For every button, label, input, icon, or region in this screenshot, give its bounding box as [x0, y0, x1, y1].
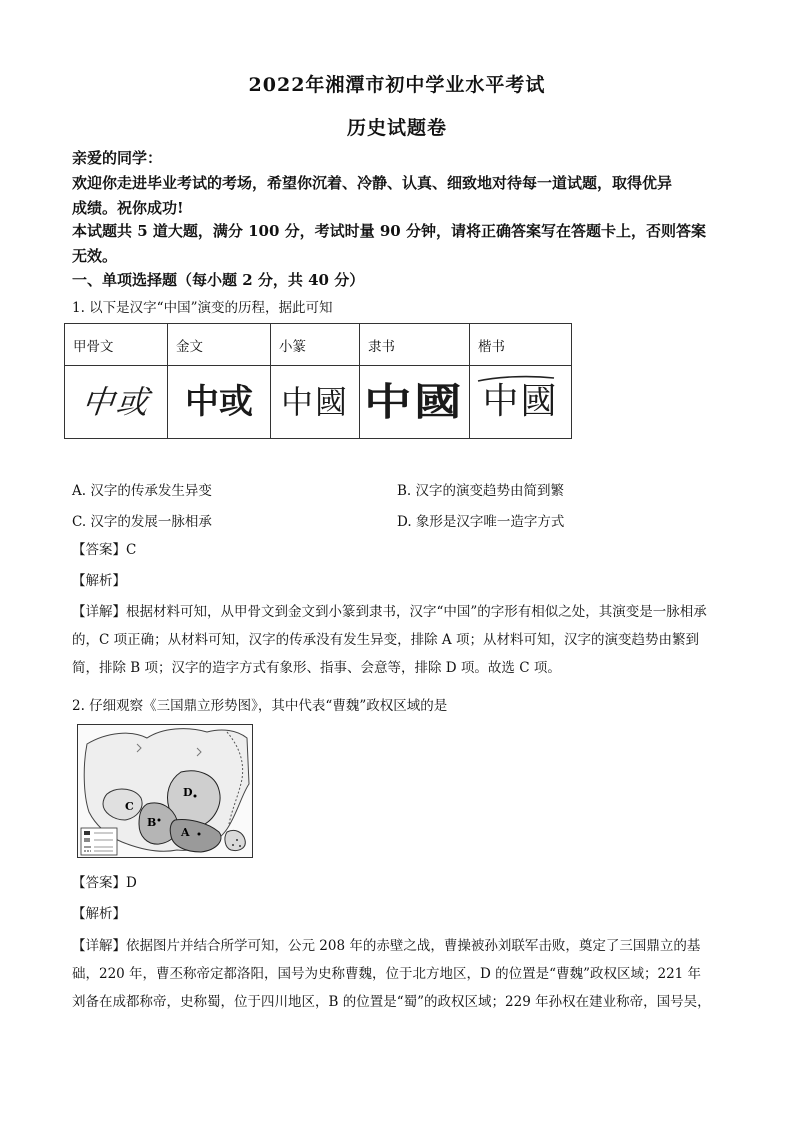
q1-analysis-label: 【解析】 [72, 573, 126, 589]
answer-value: C [126, 542, 137, 558]
detail-text: 根据材料可知，从甲骨文到金文到小篆到隶书，汉字“中国”的字形有相似之处，其演变是一脉相承 [126, 604, 707, 620]
table-header-cell: 甲骨文 [65, 324, 168, 366]
map-label-a: A [181, 826, 190, 839]
map-label-c: C [125, 800, 134, 813]
detail-line [72, 932, 726, 960]
detail-line: 的，C 项正确；从材料可知，汉字的传承没有发生异变，排除 A 项；从材料可知，汉字的演变趋势由繁到 [72, 632, 699, 648]
detail-label: 【详解】 [72, 938, 126, 954]
map-image [77, 724, 253, 858]
q2-analysis-label: 【解析】 [72, 906, 126, 922]
exam-title: 2022年湘潭市初中学业水平考试 [248, 74, 546, 96]
detail-line [72, 598, 726, 626]
glyph-cell [271, 366, 360, 439]
table-header-cell: 金文 [168, 324, 271, 366]
table-header-cell: 隶书 [360, 324, 470, 366]
table-glyph-row [65, 366, 572, 439]
map-label-b: B [147, 816, 157, 829]
answer-label: 【答案】 [72, 542, 126, 558]
glyph-cell [360, 366, 470, 439]
glyph-cell [65, 366, 168, 439]
detail-line: 刘备在成都称帝，史称蜀，位于四川地区，B 的位置是“蜀”的政权区域；229 年孙权在建业称帝，国号吴， [72, 994, 711, 1010]
welcome-line-2: 成绩。祝你成功! [72, 199, 184, 217]
q1-option-d[interactable]: D. 象形是汉字唯一造字方式 [397, 514, 565, 530]
q1-option-c[interactable]: C. 汉字的发展一脉相承 [72, 514, 212, 530]
brush-stroke-mark [476, 372, 556, 386]
rules-line-1: 本试题共 5 道大题，满分 100 分，考试时量 90 分钟，请将正确答案写在答题卡上，否则答案 [72, 222, 706, 240]
script-evolution-table [64, 323, 572, 439]
section-heading: 一、单项选择题（每小题 2 分，共 40 分） [72, 271, 365, 289]
answer-value: D [126, 875, 137, 891]
question-2-stem: 2. 仔细观察《三国鼎立形势图》，其中代表“曹魏”政权区域的是 [72, 698, 448, 714]
q2-answer-line [72, 873, 732, 893]
q1-answer-line [72, 540, 732, 560]
q1-option-a[interactable]: A. 汉字的传承发生异变 [72, 483, 212, 499]
detail-label: 【详解】 [72, 604, 126, 620]
answer-label: 【答案】 [72, 875, 126, 891]
oracle-bone-glyph: 中或 [79, 383, 152, 421]
detail-text: 依据图片并结合所学可知，公元 208 年的赤壁之战，曹操被孙刘联军击败，奠定了三国鼎立的基 [126, 938, 701, 954]
glyph-cell [470, 366, 572, 439]
table-header-cell: 小篆 [271, 324, 360, 366]
detail-line: 简，排除 B 项；汉字的造字方式有象形、指事、会意等，排除 D 项。故选 C 项。 [72, 660, 561, 676]
table-header-row [65, 324, 572, 366]
greeting: 亲爱的同学： [72, 149, 163, 167]
regular-script-glyph: 中國 [482, 381, 559, 422]
bronze-glyph: 中或 [185, 382, 253, 422]
small-seal-glyph: 中國 [280, 383, 349, 421]
welcome-line-1: 欢迎你走进毕业考试的考场，希望你沉着、冷静、认真、细致地对待每一道试题，取得优异 [72, 174, 673, 192]
q1-option-b[interactable]: B. 汉字的演变趋势由简到繁 [397, 483, 565, 499]
three-kingdoms-map [77, 724, 253, 858]
rules-line-2: 无效。 [72, 247, 118, 265]
table-header-cell: 楷书 [470, 324, 572, 366]
clerical-glyph: 中國 [364, 380, 465, 424]
glyph-cell [168, 366, 271, 439]
map-label-d: D [183, 786, 193, 799]
question-1-stem: 1. 以下是汉字“中国”演变的历程，据此可知 [72, 300, 333, 316]
detail-line: 础，220 年，曹丕称帝定都洛阳，国号为史称曹魏，位于北方地区，D 的位置是“曹魏”政权区域；221 年 [72, 966, 702, 982]
q2-detail-paragraph [72, 932, 726, 1016]
exam-subtitle: 历史试题卷 [346, 117, 447, 139]
q1-detail-paragraph [72, 598, 726, 682]
